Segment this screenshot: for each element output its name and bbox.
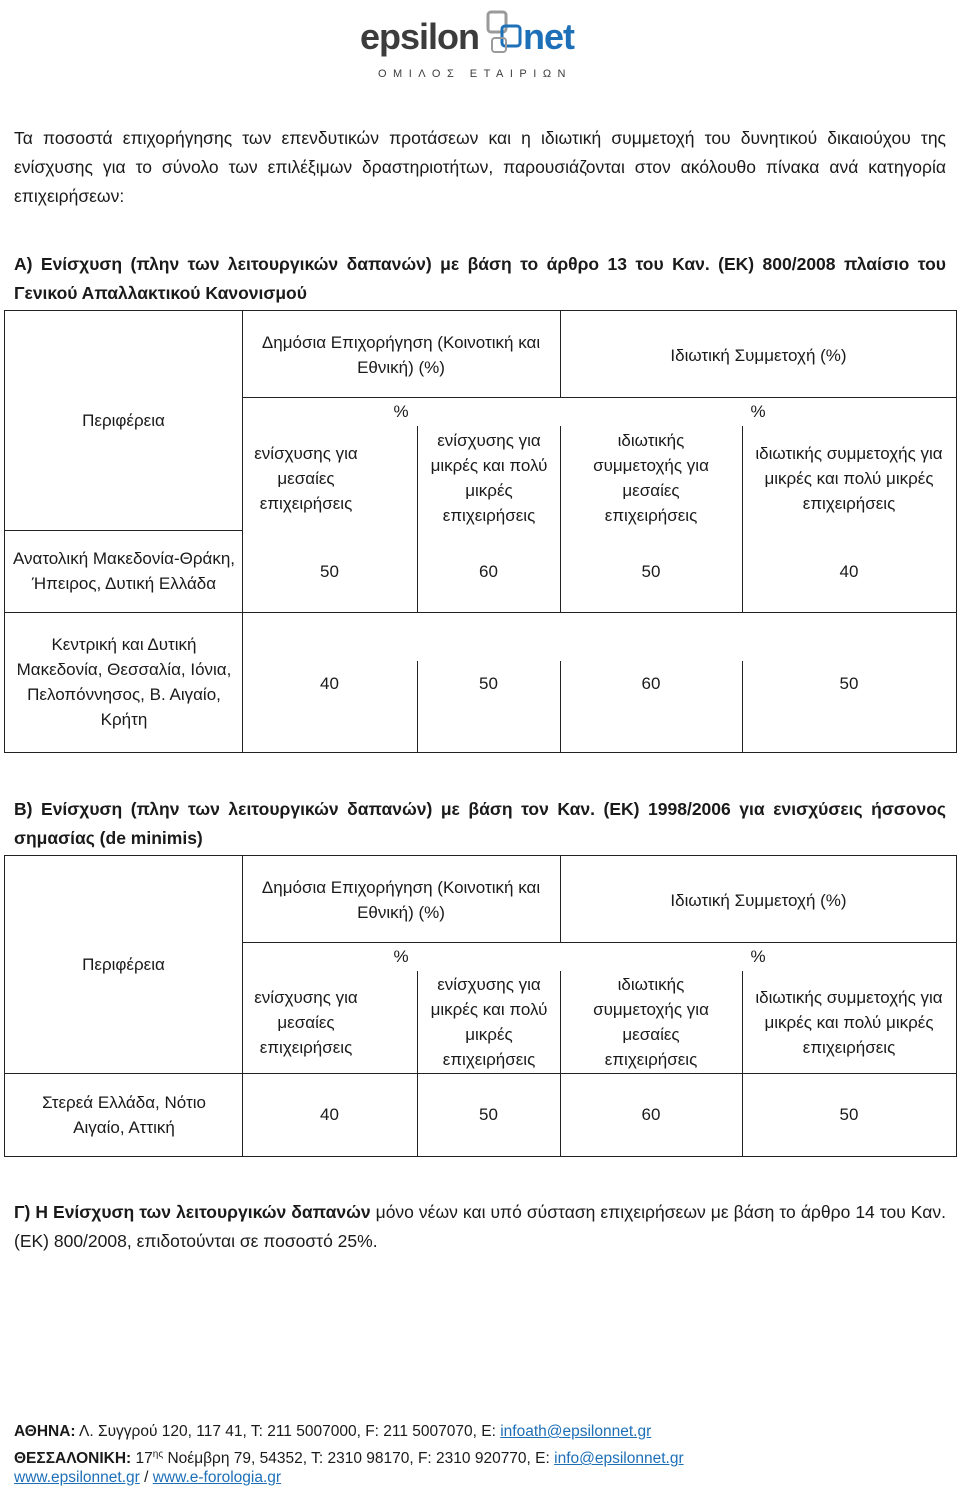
table-b bbox=[4, 855, 957, 1157]
table-b-row1-v3: 60 bbox=[641, 1105, 661, 1124]
col-header-small-grant: ενίσχυσης για μικρές και πολύ μικρές επιχειρήσεις bbox=[430, 975, 548, 1069]
col-header-small-private: ιδιωτικής συμμετοχής για μικρές και πολύ μικρές επιχειρήσεις bbox=[755, 443, 943, 513]
table-a-row1-v2: 60 bbox=[479, 561, 498, 581]
private-share-header: Ιδιωτική Συμμετοχή (%) bbox=[670, 890, 847, 910]
public-percent-label: % bbox=[393, 946, 409, 966]
footer-site-epsilonnet-link[interactable]: www.epsilonnet.gr bbox=[14, 1469, 140, 1486]
section-b-heading: Β) Ενίσχυση (πλην των λειτουργικών δαπανών) με βάση τον Καν. (ΕΚ) 1998/2006 για ενισχύσεις ήσσονος σημασίας (de minimis) bbox=[14, 799, 946, 848]
col-header-small-grant: ενίσχυσης για μικρές και πολύ μικρές επιχειρήσεις bbox=[430, 431, 548, 525]
table-a-row1-v1: 50 bbox=[320, 561, 339, 581]
footer-athens-email-link[interactable]: infoath@epsilonnet.gr bbox=[500, 1423, 652, 1440]
region-header: Περιφέρεια bbox=[82, 955, 165, 974]
table-a-row1-region: Ανατολική Μακεδονία-Θράκη, Ήπειρος, Δυτική Ελλάδα bbox=[12, 549, 236, 593]
table-a-row2-v1: 40 bbox=[320, 673, 339, 693]
section-c-text: μόνο νέων και υπό σύσταση επιχειρήσεων με βάση το άρθρο 14 του Καν. (ΕΚ) 800/2008, επιδοτούνται σε ποσοστό 25%. bbox=[14, 1202, 946, 1251]
table-a-row2-v4: 50 bbox=[839, 673, 859, 693]
table-b-row1-region: Στερεά Ελλάδα, Νότιο Αιγαίο, Αττική bbox=[42, 1092, 206, 1137]
footer-websites bbox=[14, 1466, 281, 1490]
public-grant-header: Δημόσια Επιχορήγηση (Κοινοτική και Εθνική) (%) bbox=[261, 333, 541, 377]
footer-thess-label: ΘΕΣΣΑΛΟΝΙΚΗ: bbox=[14, 1450, 132, 1468]
col-header-medium-private: ιδιωτικής συμμετοχής για μεσαίες επιχειρήσεις bbox=[593, 431, 709, 525]
footer-site-eforologia-link[interactable]: www.e-forologia.gr bbox=[152, 1469, 282, 1486]
public-grant-header: Δημόσια Επιχορήγηση (Κοινοτική και Εθνική) (%) bbox=[261, 878, 541, 922]
company-logo bbox=[360, 8, 605, 86]
table-a-row1-v3: 50 bbox=[641, 561, 661, 581]
col-header-small-private: ιδιωτικής συμμετοχής για μικρές και πολύ μικρές επιχειρήσεις bbox=[755, 987, 943, 1057]
table-a-row2-v2: 50 bbox=[479, 673, 498, 693]
table-b-row1-v1: 40 bbox=[320, 1105, 339, 1124]
logo-mark-icon bbox=[484, 8, 526, 58]
footer-thess-address-b: Νοέμβρη 79, 54352, Τ: 2310 98170, F: 2310 920770, E: bbox=[163, 1450, 555, 1468]
private-share-header: Ιδιωτική Συμμετοχή (%) bbox=[670, 345, 847, 365]
footer-athens bbox=[14, 1420, 651, 1444]
logo-brand-left: epsilon bbox=[360, 16, 480, 57]
col-header-medium-grant: ενίσχυσης για μεσαίες επιχειρήσεις bbox=[254, 987, 358, 1057]
footer-thess-address-a: 17 bbox=[131, 1450, 153, 1468]
region-header: Περιφέρεια bbox=[82, 411, 165, 430]
table-b-row1-v4: 50 bbox=[839, 1105, 859, 1124]
footer-thess-email-link[interactable]: info@epsilonnet.gr bbox=[554, 1450, 684, 1468]
footer-thess-sup: ης bbox=[152, 1449, 164, 1460]
col-header-medium-grant: ενίσχυσης για μεσαίες επιχειρήσεις bbox=[254, 443, 358, 513]
section-c-paragraph bbox=[14, 1198, 946, 1256]
table-a-row2-region: Κεντρική και Δυτική Μακεδονία, Θεσσαλία, Ιόνια, Πελοπόννησος, Β. Αιγαίο, Κρήτη bbox=[16, 635, 232, 729]
table-a-row2-v3: 60 bbox=[641, 673, 661, 693]
footer-athens-label: ΑΘΗΝΑ: bbox=[14, 1423, 76, 1440]
section-a-heading: Α) Ενίσχυση (πλην των λειτουργικών δαπανών) με βάση το άρθρο 13 του Καν. (ΕΚ) 800/2008 πλαίσιο του Γενικού Απαλλακτικού Κανονισμού bbox=[14, 254, 946, 303]
section-c-bold: Γ) Η Ενίσχυση των λειτουργικών δαπανών bbox=[14, 1202, 371, 1222]
footer-separator: / bbox=[139, 1469, 153, 1486]
col-header-medium-private: ιδιωτικής συμμετοχής για μεσαίες επιχειρήσεις bbox=[593, 975, 709, 1069]
table-a bbox=[4, 310, 957, 753]
logo-brand-right: net bbox=[523, 16, 574, 57]
public-percent-label: % bbox=[393, 401, 409, 421]
intro-paragraph: Τα ποσοστά επιχορήγησης των επενδυτικών προτάσεων και η ιδιωτική συμμετοχή του δυνητικού δικαιούχου της ενίσχυσης για το σύνολο των επιλέξιμων δραστηριοτήτων, παρουσιάζονται στον ακόλουθο πίνακα ανά κατηγορία επιχειρήσεων: bbox=[14, 128, 946, 206]
table-b-row1-v2: 50 bbox=[479, 1105, 498, 1124]
footer-athens-address: Λ. Συγγρού 120, 117 41, Τ: 211 5007000, F: 211 5007070, E: bbox=[75, 1423, 501, 1440]
private-percent-label: % bbox=[750, 946, 766, 966]
logo-tagline: ΟΜΙΛΟΣ ΕΤΑΙΡΙΩΝ bbox=[378, 68, 572, 80]
table-a-row1-v4: 40 bbox=[839, 561, 859, 581]
private-percent-label: % bbox=[750, 401, 766, 421]
